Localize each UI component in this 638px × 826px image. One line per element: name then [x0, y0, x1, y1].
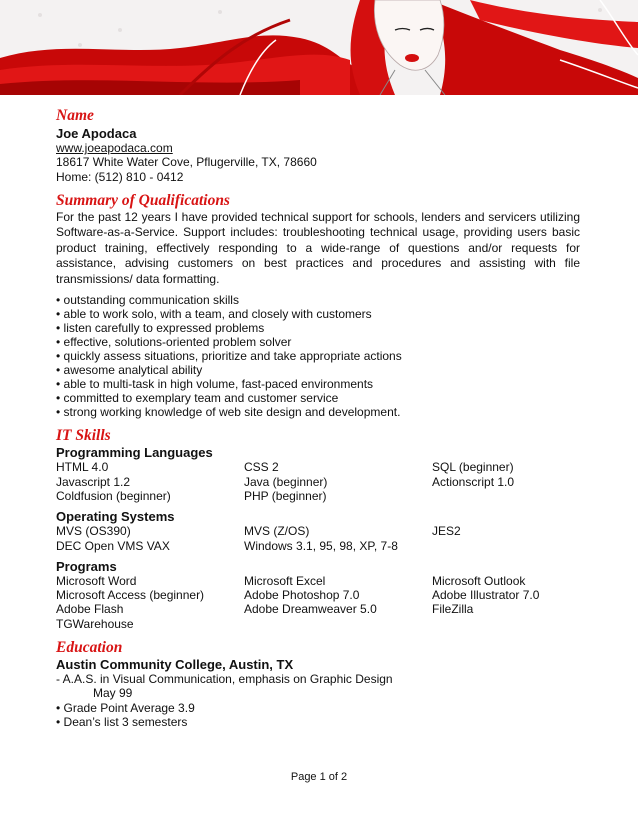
skill-cell: JES2: [432, 524, 461, 539]
programs-grid: [56, 574, 580, 631]
website-link[interactable]: www.joeapodaca.com: [56, 141, 173, 155]
list-item: • committed to exemplary team and customer service: [56, 391, 339, 406]
skill-cell: Adobe Illustrator 7.0: [432, 588, 540, 603]
skill-cell: PHP (beginner): [244, 488, 327, 503]
skill-cell: DEC Open VMS VAX: [56, 538, 170, 553]
skill-cell: Microsoft Excel: [244, 573, 326, 588]
education-heading: Education: [56, 639, 123, 657]
skill-cell: Adobe Photoshop 7.0: [244, 588, 360, 603]
skill-cell: Coldfusion (beginner): [56, 488, 171, 503]
skill-cell: TGWarehouse: [56, 616, 134, 631]
skill-cell: [432, 539, 580, 553]
skill-cell: MVS (Z/OS): [244, 524, 310, 539]
degree-date: May 99: [93, 686, 133, 701]
skill-cell: CSS 2: [244, 460, 279, 475]
skill-cell: Actionscript 1.0: [432, 474, 515, 489]
programs-title: Programs: [56, 558, 117, 574]
skill-cell: HTML 4.0: [56, 460, 109, 475]
skill-cell: Windows 3.1, 95, 98, XP, 7-8: [244, 538, 398, 553]
full-name: Joe Apodaca: [56, 126, 137, 141]
list-item: • Grade Point Average 3.9: [56, 700, 195, 715]
list-item: • effective, solutions-oriented problem solver: [56, 335, 292, 350]
skill-cell: Microsoft Access (beginner): [56, 588, 205, 603]
it-skills-heading: IT Skills: [56, 427, 111, 445]
name-heading: Name: [56, 107, 94, 124]
page-number: Page 1 of 2: [290, 771, 348, 783]
list-item: • quickly assess situations, prioritize and take appropriate actions: [56, 349, 402, 364]
skill-cell: [432, 489, 580, 503]
summary-paragraph: For the past 12 years I have provided technical support for schools, lenders and servicers utilizing Software-as-a-Service. Support includes: troubleshooting technical usage, providing users basic product training, effectively responding to a wide-range of questions and/or requests for assistance, advising customers on best practices and procedures and assisting with file transmissions/ data formatting.: [56, 209, 580, 286]
header-banner-illustration: [0, 0, 638, 95]
list-item: • strong working knowledge of web site design and development.: [56, 405, 401, 420]
qualification-list: [56, 293, 580, 419]
skill-cell: Microsoft Outlook: [432, 573, 526, 588]
list-item: • outstanding communication skills: [56, 293, 239, 308]
operating-systems-grid: [56, 524, 580, 553]
list-item: • able to multi-task in high volume, fast-paced environments: [56, 377, 374, 392]
list-item: • able to work solo, with a team, and closely with customers: [56, 307, 372, 322]
school-name: Austin Community College, Austin, TX: [56, 657, 294, 673]
degree: - A.A.S. in Visual Communication, emphasis on Graphic Design: [56, 672, 393, 687]
resume-body: [56, 107, 580, 729]
skill-cell: Microsoft Word: [56, 573, 137, 588]
programming-languages-grid: [56, 460, 580, 503]
list-item: • listen carefully to expressed problems: [56, 321, 265, 336]
skill-cell: [432, 617, 580, 631]
skill-cell: Adobe Flash: [56, 602, 124, 617]
skill-cell: Java (beginner): [244, 474, 328, 489]
list-item: • awesome analytical ability: [56, 363, 203, 378]
summary-heading: Summary of Qualifications: [56, 191, 230, 209]
skill-cell: MVS (OS390): [56, 524, 131, 539]
operating-systems-title: Operating Systems: [56, 509, 175, 525]
address: 18617 White Water Cove, Pflugerville, TX, 78660: [56, 155, 317, 170]
phone: Home: (512) 810 - 0412: [56, 169, 184, 184]
programming-languages-title: Programming Languages: [56, 445, 213, 461]
list-item: • Dean’s list 3 semesters: [56, 714, 188, 729]
skill-cell: Adobe Dreamweaver 5.0: [244, 602, 377, 617]
skill-cell: SQL (beginner): [432, 460, 514, 475]
skill-cell: [244, 617, 432, 631]
skill-cell: Javascript 1.2: [56, 474, 131, 489]
skill-cell: FileZilla: [432, 602, 474, 617]
